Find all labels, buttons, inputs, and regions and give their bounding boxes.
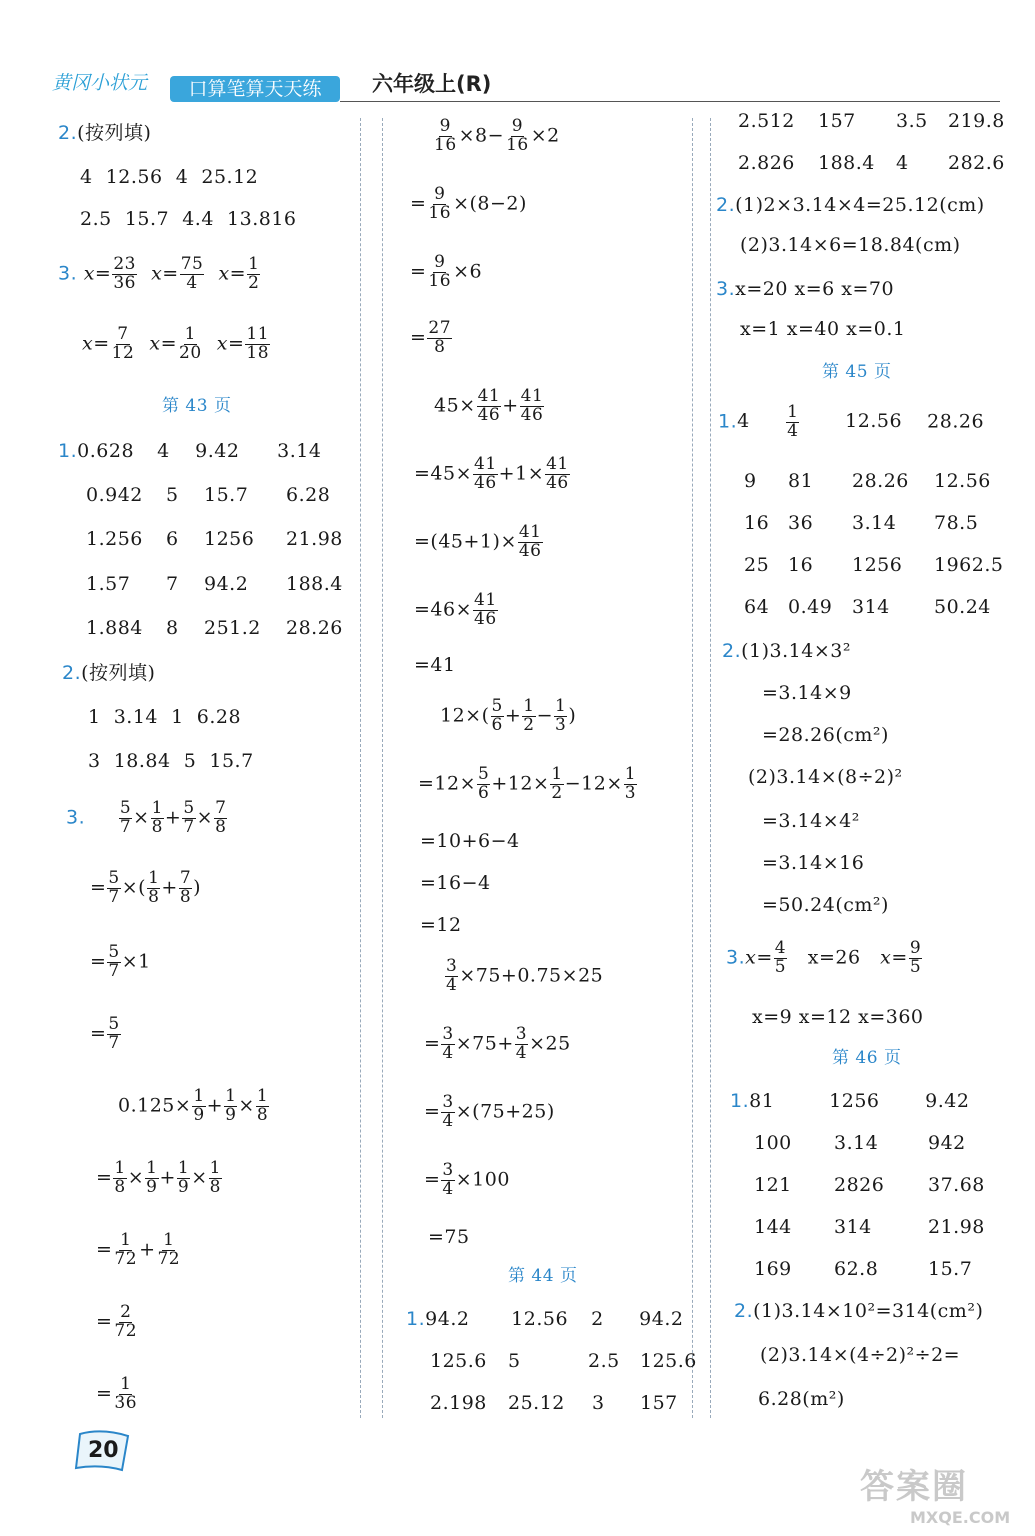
calc-step: = $\frac{1}{8}$ × $\frac{1}{9}$ + $\frac{1}{9}$ × $\frac{1}{8}$ [96, 1158, 221, 1197]
calc-step: = $\frac{3}{4}$ ×75+ $\frac{3}{4}$ ×25 [424, 1024, 571, 1063]
section-heading-page-44: 第 44 页 [508, 1266, 578, 1286]
answer-row: 144 314 21.98 [754, 1216, 985, 1238]
answer-row: 1.256 6 1256 21.98 [86, 528, 343, 550]
calc-step: $\frac{9}{16}$ ×8− $\frac{9}{16}$ ×2 [434, 116, 560, 155]
question-2: 2.(按列填) [58, 122, 152, 144]
answer-row: 16 36 3.14 78.5 [744, 512, 979, 534]
calc-step: (2)3.14×(4÷2)²÷2= [760, 1344, 961, 1366]
answer-row: 125.6 5 2.5 125.6 [430, 1350, 697, 1372]
calc-step: = $\frac{27}{8}$ [410, 318, 452, 357]
answer-row: 4 12.56 4 25.12 [80, 166, 259, 188]
calc-step: =41 [414, 654, 456, 676]
page-44-question-1: 1.94.2 12.56 2 94.2 [406, 1308, 684, 1330]
calc-step: 12×( $\frac{5}{6}$ + $\frac{1}{2}$ − $\frac{1}{3}$ ) [440, 696, 577, 735]
answer-row: x=1 x=40 x=0.1 [740, 318, 906, 340]
page-46-question-2: 2.(1)3.14×10²=314(cm²) [734, 1300, 984, 1322]
calc-step: = $\frac{3}{4}$ ×(75+25) [424, 1092, 555, 1131]
answer-row: 1 3.14 1 6.28 [88, 706, 242, 728]
watermark-logo: 答案圈 [860, 1467, 968, 1507]
calc-step: =50.24(cm²) [762, 894, 889, 916]
calc-step: =3.14×4² [762, 810, 860, 832]
calc-step: = $\frac{5}{7}$ [90, 1014, 120, 1053]
header-rule [340, 101, 1000, 102]
calc-step: =75 [428, 1226, 470, 1248]
book-title-banner: 口算笔算天天练 [170, 76, 340, 102]
answer-row: 2.512 157 3.5 219.8 [738, 110, 1005, 132]
answer-row: 25 16 1256 1962.5 [744, 554, 1004, 576]
grade-label: 六年级上(R) [372, 72, 492, 96]
answer-row: 2.198 25.12 3 157 [430, 1392, 678, 1414]
question-3: 3.x=20 x=6 x=70 [716, 278, 895, 300]
calc-step: 6.28(m²) [758, 1388, 845, 1410]
question-2: 2.(1)2×3.14×4=25.12(cm) [716, 194, 985, 216]
calc-step: 0.125× $\frac{1}{9}$ + $\frac{1}{9}$ × $\frac{1}{8}$ [118, 1086, 269, 1125]
answer-row: 169 62.8 15.7 [754, 1258, 973, 1280]
calc-step: =3.14×9 [762, 682, 852, 704]
calc-step: $\frac{3}{4}$ ×75+0.75×25 [446, 956, 604, 995]
answer-row: 64 0.49 314 50.24 [744, 596, 991, 618]
calc-step: = $\frac{2}{72}$ [96, 1302, 138, 1341]
calc-step: =12 [420, 914, 462, 936]
answer-row: 3 18.84 5 15.7 [88, 750, 254, 772]
calc-step: = $\frac{3}{4}$ ×100 [424, 1160, 510, 1199]
page-45-question-3: 3.x= $\frac{4}{5}$ x=26 x= $\frac{9}{5}$ [726, 938, 922, 977]
answer-row: 2.826 188.4 4 282.6 [738, 152, 1005, 174]
question-3: 3. x= $\frac{23}{36}$ x= $\frac{75}{4}$ x= $\frac{1}{2}$ [58, 254, 260, 293]
answer-row: 1.884 8 251.2 28.26 [86, 617, 343, 639]
calc-step: = $\frac{1}{36}$ [96, 1374, 138, 1413]
answer-row: 1.57 7 94.2 188.4 [86, 573, 343, 595]
calc-step: = $\frac{5}{7}$ ×1 [90, 942, 151, 981]
calc-step: (2)3.14×6=18.84(cm) [740, 234, 961, 256]
column-divider [382, 118, 383, 1418]
brand-logo: 黄冈小状元 [52, 72, 148, 94]
answer-row: x= $\frac{7}{12}$ x= $\frac{1}{20}$ x= $\frac{11}{18}$ [82, 324, 270, 363]
answer-row: x=9 x=12 x=360 [752, 1006, 924, 1028]
page-43-question-3: 3. $\frac{5}{7}$ × $\frac{1}{8}$ + $\frac{5}{7}$ × $\frac{7}{8}$ [66, 798, 227, 837]
calc-step: =16−4 [420, 872, 491, 894]
column-divider [360, 118, 361, 1418]
page-43-question-1: 1.0.628 4 9.42 3.14 [58, 440, 322, 462]
calc-step: =45× $\frac{41}{46}$ +1× $\frac{41}{46}$ [414, 454, 569, 493]
page-number: 20 [88, 1438, 119, 1463]
section-heading-page-45: 第 45 页 [822, 362, 892, 382]
calc-step: = $\frac{9}{16}$ ×6 [410, 252, 483, 291]
calc-step: =12× $\frac{5}{6}$ +12× $\frac{1}{2}$ −12× $\frac{1}{3}$ [418, 764, 637, 803]
answer-row: 9 81 28.26 12.56 [744, 470, 991, 492]
section-heading-page-46: 第 46 页 [832, 1048, 902, 1068]
section-heading-page-43: 第 43 页 [162, 396, 232, 416]
calc-step: =(45+1)× $\frac{41}{46}$ [414, 522, 542, 561]
calc-step: =46× $\frac{41}{46}$ [414, 590, 497, 629]
answer-row: 100 3.14 942 [754, 1132, 966, 1154]
calc-step: (2)3.14×(8÷2)² [748, 766, 903, 788]
answer-row: 121 2826 37.68 [754, 1174, 985, 1196]
calc-step: = $\frac{1}{72}$ + $\frac{1}{72}$ [96, 1230, 181, 1269]
answer-row: 2.5 15.7 4.4 13.816 [80, 208, 297, 230]
column-divider [692, 118, 693, 1418]
watermark-url: MXQE.COM [910, 1508, 1011, 1527]
calc-step: =10+6−4 [420, 830, 520, 852]
page-45-question-1: 1.4 $\frac{1}{4}$ 12.56 28.26 [718, 402, 985, 441]
page-45-question-2: 2.(1)3.14×3² [722, 640, 851, 662]
column-divider [710, 118, 711, 1418]
calc-step: = $\frac{9}{16}$ ×(8−2) [410, 184, 527, 223]
page-46-question-1: 1.81 1256 9.42 [730, 1090, 970, 1112]
page-43-question-2: 2.(按列填) [62, 662, 156, 684]
calc-step: =28.26(cm²) [762, 724, 889, 746]
calc-step: = $\frac{5}{7}$ ×( $\frac{1}{8}$ + $\frac{7}{8}$ ) [90, 868, 202, 907]
calc-step: =3.14×16 [762, 852, 865, 874]
answer-row: 0.942 5 15.7 6.28 [86, 484, 331, 506]
calc-step: 45× $\frac{41}{46}$ + $\frac{41}{46}$ [434, 386, 544, 425]
